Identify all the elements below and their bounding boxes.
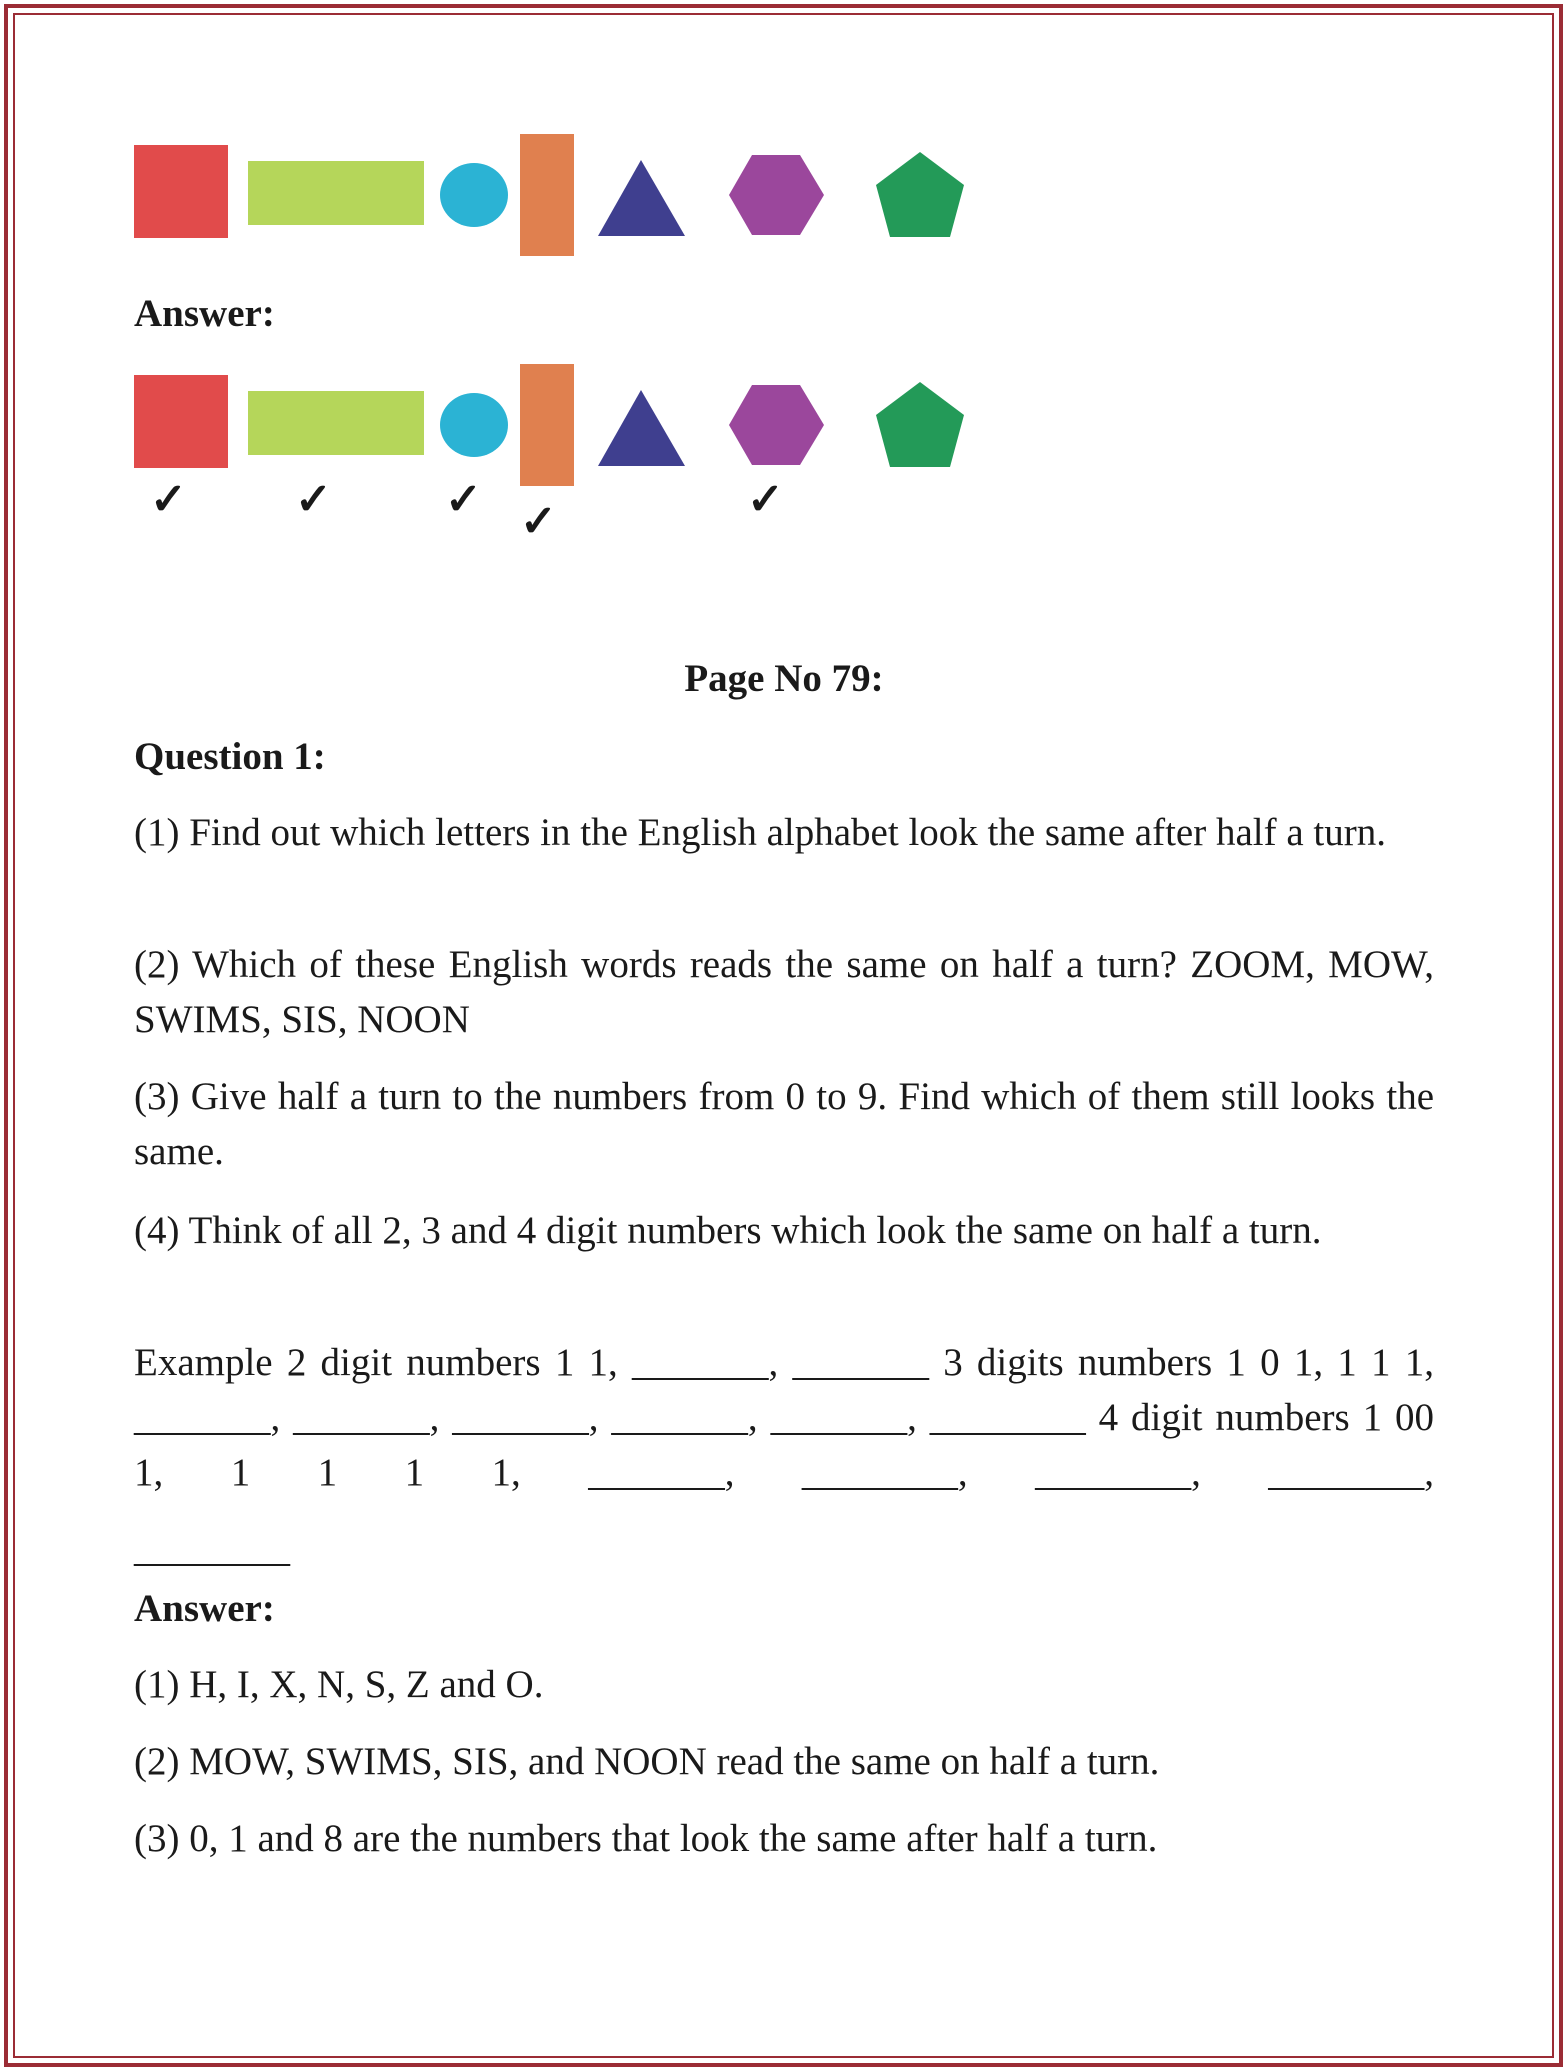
page-number-heading: Page No 79: (684, 657, 884, 700)
blue-circle (440, 393, 508, 457)
shapes-row-answer (134, 364, 964, 486)
green-pentagon (876, 382, 964, 467)
checkmark-icon: ✓ (520, 497, 557, 546)
purple-triangle (598, 390, 685, 466)
orange-rectangle (520, 134, 574, 256)
question-part-4: (4) Think of all 2, 3 and 4 digit numbers which look the same on half a turn. (134, 1209, 1322, 1252)
checkmark-icon: ✓ (747, 475, 784, 524)
answer-part-2: (2) MOW, SWIMS, SIS, and NOON read the same on half a turn. (134, 1740, 1160, 1783)
shapes-row-question (134, 134, 964, 256)
question-part-2: (2) Which of these English words reads the same on half a turn? ZOOM, MOW, SWIMS, SIS, NOON (134, 943, 1434, 1041)
answer-part-3: (3) 0, 1 and 8 are the numbers that look the same after half a turn. (134, 1817, 1158, 1860)
checkmark-icon: ✓ (445, 475, 482, 524)
green-pentagon (876, 152, 964, 237)
magenta-hexagon (729, 155, 824, 235)
answer-heading-shapes: Answer: (134, 292, 275, 335)
checkmark-icon: ✓ (150, 475, 187, 524)
orange-rectangle (520, 364, 574, 486)
red-square (134, 145, 228, 238)
answer-part-1: (1) H, I, X, N, S, Z and O. (134, 1663, 544, 1706)
example-last-blank: ________ (134, 1527, 290, 1570)
blue-circle (440, 163, 508, 227)
example-text: Example 2 digit numbers 1 1, _______, _______ 3 digits numbers 1 0 1, 1 1 1, _______, _______, _______, _______, _______, ________ 4 digit numbers 1 00 1, 1 1 1 1, _______, ________, ________, ________, (134, 1341, 1434, 1494)
answer-heading: Answer: (134, 1587, 275, 1630)
checkmark-icon: ✓ (295, 475, 332, 524)
green-rectangle (248, 161, 424, 225)
purple-triangle (598, 160, 685, 236)
question-heading: Question 1: (134, 735, 326, 778)
question-part-1: (1) Find out which letters in the English alphabet look the same after half a turn. (134, 811, 1386, 854)
magenta-hexagon (729, 385, 824, 465)
shapes-figure (0, 0, 1567, 700)
question-part-3: (3) Give half a turn to the numbers from 0 to 9. Find which of them still looks the same. (134, 1075, 1434, 1173)
red-square (134, 375, 228, 468)
green-rectangle (248, 391, 424, 455)
